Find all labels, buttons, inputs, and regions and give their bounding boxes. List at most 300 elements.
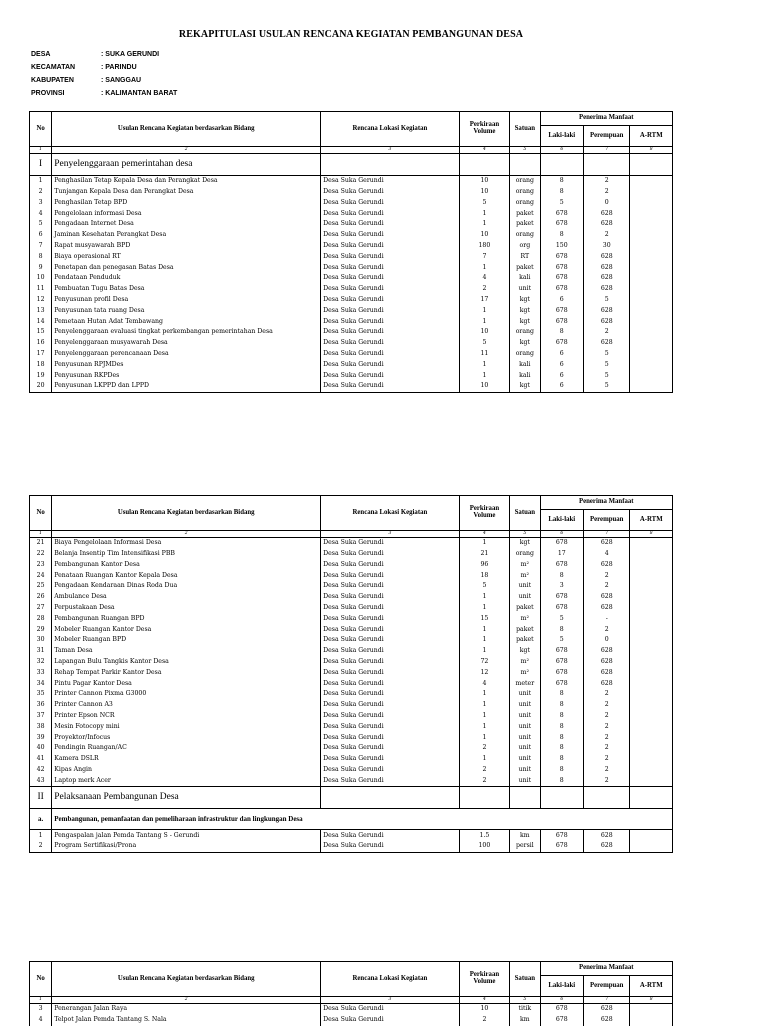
header-satuan: Satuan — [510, 496, 540, 531]
table-row — [30, 1004, 673, 1015]
row-usulan: Mobeler Ruangan BPD — [52, 635, 321, 646]
row-perempuan: 628 — [583, 603, 630, 614]
row-no: 5 — [30, 219, 52, 230]
row-perempuan: 5 — [583, 381, 630, 392]
table-row — [30, 549, 673, 560]
row-satuan: m² — [510, 614, 540, 625]
row-lokasi: Desa Suka Gerundi — [321, 370, 460, 381]
row-artm — [630, 327, 673, 338]
row-artm — [630, 570, 673, 581]
section-row — [30, 787, 673, 809]
row-lokasi: Desa Suka Gerundi — [321, 754, 460, 765]
column-number: 8 — [630, 531, 673, 538]
row-laki: 17 — [540, 549, 583, 560]
row-volume: 1 — [459, 646, 510, 657]
row-usulan: Pembangunan Kantor Desa — [52, 560, 321, 571]
row-usulan: Mobeler Ruangan Kantor Desa — [52, 624, 321, 635]
row-laki: 8 — [540, 230, 583, 241]
row-no: 14 — [30, 316, 52, 327]
header-row — [30, 962, 673, 976]
row-artm — [630, 252, 673, 263]
row-lokasi: Desa Suka Gerundi — [321, 208, 460, 219]
row-no: 27 — [30, 603, 52, 614]
row-artm — [630, 841, 673, 852]
table-row — [30, 570, 673, 581]
table-row — [30, 841, 673, 852]
header-penerima: Penerima Manfaat — [540, 962, 672, 976]
info-value: : PARINDU — [101, 64, 137, 71]
row-lokasi: Desa Suka Gerundi — [321, 776, 460, 787]
row-perempuan: 628 — [583, 273, 630, 284]
section-label: Pembangunan, pemanfaatan dan pemeliharaan infrastruktur dan lingkungan Desa — [52, 809, 673, 830]
table-row — [30, 722, 673, 733]
section-empty-cell — [459, 787, 510, 809]
row-artm — [630, 360, 673, 371]
row-perempuan: 628 — [583, 646, 630, 657]
row-usulan: Penyusunan RKPDes — [52, 370, 321, 381]
row-usulan: Pendataan Penduduk — [52, 273, 321, 284]
row-volume: 1 — [459, 219, 510, 230]
info-row — [31, 51, 301, 64]
header-artm: A-RTM — [630, 976, 673, 997]
info-value: : SUKA GERUNDI — [101, 51, 160, 58]
row-usulan: Penyusunan LKPPD dan LPPD — [52, 381, 321, 392]
row-usulan: Penyelenggaraan perencanaan Desa — [52, 349, 321, 360]
row-perempuan: 628 — [583, 316, 630, 327]
row-artm — [630, 273, 673, 284]
info-value: : KALIMANTAN BARAT — [101, 90, 178, 97]
row-usulan: Taman Desa — [52, 646, 321, 657]
row-lokasi: Desa Suka Gerundi — [321, 327, 460, 338]
table-row — [30, 776, 673, 787]
row-satuan: unit — [510, 689, 540, 700]
section-empty-cell — [510, 154, 540, 176]
row-laki: 678 — [540, 592, 583, 603]
row-volume: 1 — [459, 306, 510, 317]
row-volume: 1 — [459, 754, 510, 765]
table-row — [30, 306, 673, 317]
row-no: 12 — [30, 295, 52, 306]
header-penerima: Penerima Manfaat — [540, 112, 672, 126]
header-usulan: Usulan Rencana Kegiatan berdasarkan Bidang — [52, 962, 321, 997]
row-perempuan: 2 — [583, 765, 630, 776]
row-no: 40 — [30, 743, 52, 754]
row-satuan: unit — [510, 284, 540, 295]
row-perempuan: 2 — [583, 187, 630, 198]
row-perempuan: 628 — [583, 841, 630, 852]
table-row — [30, 370, 673, 381]
row-artm — [630, 830, 673, 841]
row-lokasi: Desa Suka Gerundi — [321, 549, 460, 560]
section-empty-cell — [583, 787, 630, 809]
row-usulan: Penerangan Jalan Raya — [52, 1004, 321, 1015]
section-empty-cell — [540, 787, 583, 809]
column-number: 3 — [321, 997, 460, 1004]
row-lokasi: Desa Suka Gerundi — [321, 381, 460, 392]
row-satuan: kali — [510, 360, 540, 371]
row-laki: 678 — [540, 262, 583, 273]
row-laki: 678 — [540, 603, 583, 614]
row-satuan: kgt — [510, 306, 540, 317]
row-satuan: m² — [510, 657, 540, 668]
row-laki: 3 — [540, 581, 583, 592]
row-satuan: km — [510, 1015, 540, 1026]
table-row — [30, 711, 673, 722]
row-laki: 8 — [540, 187, 583, 198]
column-number: 5 — [510, 147, 540, 154]
row-satuan: orang — [510, 230, 540, 241]
row-lokasi: Desa Suka Gerundi — [321, 657, 460, 668]
table-row — [30, 614, 673, 625]
row-satuan: kgt — [510, 295, 540, 306]
row-perempuan: 628 — [583, 1004, 630, 1015]
column-number: 8 — [630, 147, 673, 154]
row-lokasi: Desa Suka Gerundi — [321, 722, 460, 733]
row-lokasi: Desa Suka Gerundi — [321, 560, 460, 571]
column-number: 6 — [540, 997, 583, 1004]
row-lokasi: Desa Suka Gerundi — [321, 592, 460, 603]
row-artm — [630, 176, 673, 187]
row-lokasi: Desa Suka Gerundi — [321, 284, 460, 295]
table-row — [30, 689, 673, 700]
section-empty-cell — [540, 154, 583, 176]
header-laki: Laki-laki — [540, 510, 583, 531]
row-satuan: titik — [510, 1004, 540, 1015]
row-perempuan: 5 — [583, 370, 630, 381]
row-lokasi: Desa Suka Gerundi — [321, 635, 460, 646]
row-no: 17 — [30, 349, 52, 360]
row-laki: 678 — [540, 208, 583, 219]
table-row — [30, 360, 673, 371]
row-satuan: orang — [510, 176, 540, 187]
row-no: 18 — [30, 360, 52, 371]
header-row — [30, 496, 673, 510]
column-number: 3 — [321, 147, 460, 154]
row-satuan: meter — [510, 678, 540, 689]
row-no: 16 — [30, 338, 52, 349]
row-no: 28 — [30, 614, 52, 625]
row-no: 4 — [30, 208, 52, 219]
row-perempuan: 628 — [583, 1015, 630, 1026]
row-satuan: persil — [510, 841, 540, 852]
row-usulan: Perpustakaan Desa — [52, 603, 321, 614]
row-artm — [630, 284, 673, 295]
info-key: DESA — [31, 51, 51, 58]
row-perempuan: 2 — [583, 732, 630, 743]
row-volume: 10 — [459, 187, 510, 198]
column-number: 2 — [52, 147, 321, 154]
row-no: 25 — [30, 581, 52, 592]
row-perempuan: 628 — [583, 560, 630, 571]
section-empty-cell — [321, 154, 460, 176]
row-no: 11 — [30, 284, 52, 295]
row-artm — [630, 592, 673, 603]
table-row — [30, 732, 673, 743]
row-artm — [630, 219, 673, 230]
row-laki: 678 — [540, 841, 583, 852]
row-volume: 15 — [459, 614, 510, 625]
section-number: I — [30, 154, 52, 176]
row-laki: 6 — [540, 349, 583, 360]
row-laki: 8 — [540, 765, 583, 776]
row-volume: 18 — [459, 570, 510, 581]
row-no: 10 — [30, 273, 52, 284]
header-perempuan: Perempuan — [583, 126, 630, 147]
header-artm: A-RTM — [630, 126, 673, 147]
header-no: No — [30, 962, 52, 997]
row-no: 30 — [30, 635, 52, 646]
row-volume: 1 — [459, 603, 510, 614]
row-satuan: m² — [510, 668, 540, 679]
row-volume: 10 — [459, 1004, 510, 1015]
row-laki: 8 — [540, 754, 583, 765]
table-row — [30, 830, 673, 841]
row-perempuan: 628 — [583, 262, 630, 273]
row-volume: 21 — [459, 549, 510, 560]
info-row — [31, 64, 301, 77]
row-usulan: Penyusunan profil Desa — [52, 295, 321, 306]
row-laki: 678 — [540, 316, 583, 327]
column-number: 7 — [583, 147, 630, 154]
row-laki: 8 — [540, 570, 583, 581]
row-usulan: Kipas Angin — [52, 765, 321, 776]
row-satuan: paket — [510, 635, 540, 646]
row-satuan: paket — [510, 624, 540, 635]
row-perempuan: 628 — [583, 208, 630, 219]
row-lokasi: Desa Suka Gerundi — [321, 338, 460, 349]
row-lokasi: Desa Suka Gerundi — [321, 1015, 460, 1026]
row-volume: 1 — [459, 635, 510, 646]
row-artm — [630, 603, 673, 614]
section-empty-cell — [583, 154, 630, 176]
row-usulan: Kamera DSLR — [52, 754, 321, 765]
row-artm — [630, 581, 673, 592]
row-satuan: unit — [510, 700, 540, 711]
header-volume: Perkiraan Volume — [459, 962, 510, 997]
row-perempuan: 2 — [583, 722, 630, 733]
row-lokasi: Desa Suka Gerundi — [321, 187, 460, 198]
header-lokasi: Rencana Lokasi Kegiatan — [321, 962, 460, 997]
row-volume: 72 — [459, 657, 510, 668]
row-volume: 1 — [459, 538, 510, 549]
table-row — [30, 230, 673, 241]
row-lokasi: Desa Suka Gerundi — [321, 603, 460, 614]
table-row — [30, 241, 673, 252]
column-number: 4 — [459, 531, 510, 538]
table-row — [30, 668, 673, 679]
row-no: 23 — [30, 560, 52, 571]
row-volume: 2 — [459, 776, 510, 787]
column-number-row — [30, 997, 673, 1004]
row-lokasi: Desa Suka Gerundi — [321, 668, 460, 679]
table-row — [30, 381, 673, 392]
row-usulan: Pendingin Ruangan/AC — [52, 743, 321, 754]
row-lokasi: Desa Suka Gerundi — [321, 614, 460, 625]
row-volume: 1 — [459, 316, 510, 327]
row-laki: 678 — [540, 560, 583, 571]
info-key: KABUPATEN — [31, 77, 74, 84]
row-artm — [630, 657, 673, 668]
row-laki: 5 — [540, 635, 583, 646]
table-row — [30, 176, 673, 187]
info-row — [31, 90, 301, 103]
row-usulan: Penetapan dan penegasan Batas Desa — [52, 262, 321, 273]
column-number: 1 — [30, 531, 52, 538]
row-usulan: Pemetaan Hutan Adat Tembawang — [52, 316, 321, 327]
row-lokasi: Desa Suka Gerundi — [321, 830, 460, 841]
row-lokasi: Desa Suka Gerundi — [321, 646, 460, 657]
row-lokasi: Desa Suka Gerundi — [321, 241, 460, 252]
row-artm — [630, 187, 673, 198]
section-number: II — [30, 787, 52, 809]
row-volume: 1 — [459, 208, 510, 219]
table-row — [30, 338, 673, 349]
row-usulan: Program Sertifikasi/Prona — [52, 841, 321, 852]
header-usulan: Usulan Rencana Kegiatan berdasarkan Bidang — [52, 496, 321, 531]
row-artm — [630, 230, 673, 241]
row-no: 35 — [30, 689, 52, 700]
row-no: 20 — [30, 381, 52, 392]
header-no: No — [30, 496, 52, 531]
row-no: 21 — [30, 538, 52, 549]
table-row — [30, 765, 673, 776]
row-laki: 678 — [540, 1015, 583, 1026]
row-artm — [630, 560, 673, 571]
row-volume: 1.5 — [459, 830, 510, 841]
row-lokasi: Desa Suka Gerundi — [321, 176, 460, 187]
row-lokasi: Desa Suka Gerundi — [321, 689, 460, 700]
row-artm — [630, 538, 673, 549]
row-volume: 2 — [459, 284, 510, 295]
row-usulan: Penyusunan tata ruang Desa — [52, 306, 321, 317]
row-usulan: Jaminan Kesehatan Perangkat Desa — [52, 230, 321, 241]
row-usulan: Penyelenggaraan evaluasi tingkat perkembangan pemerintahan Desa — [52, 327, 321, 338]
row-usulan: Printer Cannon Pixma G3000 — [52, 689, 321, 700]
header-perempuan: Perempuan — [583, 976, 630, 997]
row-no: 33 — [30, 668, 52, 679]
row-satuan: kali — [510, 273, 540, 284]
row-artm — [630, 635, 673, 646]
row-satuan: unit — [510, 765, 540, 776]
row-lokasi: Desa Suka Gerundi — [321, 624, 460, 635]
row-usulan: Laptop merk Acer — [52, 776, 321, 787]
section-empty-cell — [630, 154, 673, 176]
row-no: 9 — [30, 262, 52, 273]
table-row — [30, 219, 673, 230]
row-lokasi: Desa Suka Gerundi — [321, 252, 460, 263]
row-artm — [630, 614, 673, 625]
row-laki: 8 — [540, 776, 583, 787]
row-artm — [630, 208, 673, 219]
row-artm — [630, 743, 673, 754]
row-volume: 10 — [459, 327, 510, 338]
row-artm — [630, 624, 673, 635]
row-usulan: Printer Cannon A3 — [52, 700, 321, 711]
row-laki: 678 — [540, 338, 583, 349]
row-artm — [630, 711, 673, 722]
header-satuan: Satuan — [510, 962, 540, 997]
column-number: 8 — [630, 997, 673, 1004]
row-lokasi: Desa Suka Gerundi — [321, 219, 460, 230]
row-laki: 6 — [540, 295, 583, 306]
row-satuan: unit — [510, 776, 540, 787]
row-usulan: Penyusunan RPJMDes — [52, 360, 321, 371]
row-volume: 180 — [459, 241, 510, 252]
row-artm — [630, 722, 673, 733]
header-no: No — [30, 112, 52, 147]
row-perempuan: 2 — [583, 624, 630, 635]
row-artm — [630, 776, 673, 787]
header-perempuan: Perempuan — [583, 510, 630, 531]
row-lokasi: Desa Suka Gerundi — [321, 349, 460, 360]
row-perempuan: 2 — [583, 689, 630, 700]
row-artm — [630, 754, 673, 765]
row-perempuan: 30 — [583, 241, 630, 252]
table-row — [30, 700, 673, 711]
row-satuan: orang — [510, 549, 540, 560]
row-no: 41 — [30, 754, 52, 765]
row-volume: 4 — [459, 678, 510, 689]
row-laki: 678 — [540, 273, 583, 284]
row-lokasi: Desa Suka Gerundi — [321, 570, 460, 581]
row-no: 2 — [30, 187, 52, 198]
row-no: 39 — [30, 732, 52, 743]
row-no: 42 — [30, 765, 52, 776]
section-row — [30, 154, 673, 176]
row-volume: 1 — [459, 732, 510, 743]
row-artm — [630, 316, 673, 327]
row-perempuan: 628 — [583, 830, 630, 841]
row-no: 1 — [30, 830, 52, 841]
row-no: 24 — [30, 570, 52, 581]
row-artm — [630, 338, 673, 349]
row-volume: 4 — [459, 273, 510, 284]
row-satuan: kgt — [510, 316, 540, 327]
row-artm — [630, 668, 673, 679]
row-usulan: Pintu Pagar Kantor Desa — [52, 678, 321, 689]
table-row — [30, 538, 673, 549]
table-row — [30, 284, 673, 295]
row-satuan: orang — [510, 349, 540, 360]
row-artm — [630, 765, 673, 776]
row-lokasi: Desa Suka Gerundi — [321, 732, 460, 743]
row-volume: 1 — [459, 262, 510, 273]
row-artm — [630, 689, 673, 700]
table-row — [30, 295, 673, 306]
row-laki: 8 — [540, 743, 583, 754]
row-volume: 10 — [459, 176, 510, 187]
header-lokasi: Rencana Lokasi Kegiatan — [321, 112, 460, 147]
row-perempuan: 2 — [583, 754, 630, 765]
row-no: 6 — [30, 230, 52, 241]
row-laki: 6 — [540, 370, 583, 381]
row-usulan: Pengelolaan informasi Desa — [52, 208, 321, 219]
row-artm — [630, 732, 673, 743]
row-artm — [630, 306, 673, 317]
row-satuan: kgt — [510, 381, 540, 392]
column-number: 7 — [583, 997, 630, 1004]
row-lokasi: Desa Suka Gerundi — [321, 360, 460, 371]
row-volume: 1 — [459, 360, 510, 371]
table-row — [30, 657, 673, 668]
row-no: 3 — [30, 1004, 52, 1015]
table-part-1 — [29, 111, 673, 393]
row-laki: 678 — [540, 830, 583, 841]
row-usulan: Pembuatan Tugu Batas Desa — [52, 284, 321, 295]
section-empty-cell — [630, 787, 673, 809]
row-artm — [630, 381, 673, 392]
row-volume: 1 — [459, 711, 510, 722]
